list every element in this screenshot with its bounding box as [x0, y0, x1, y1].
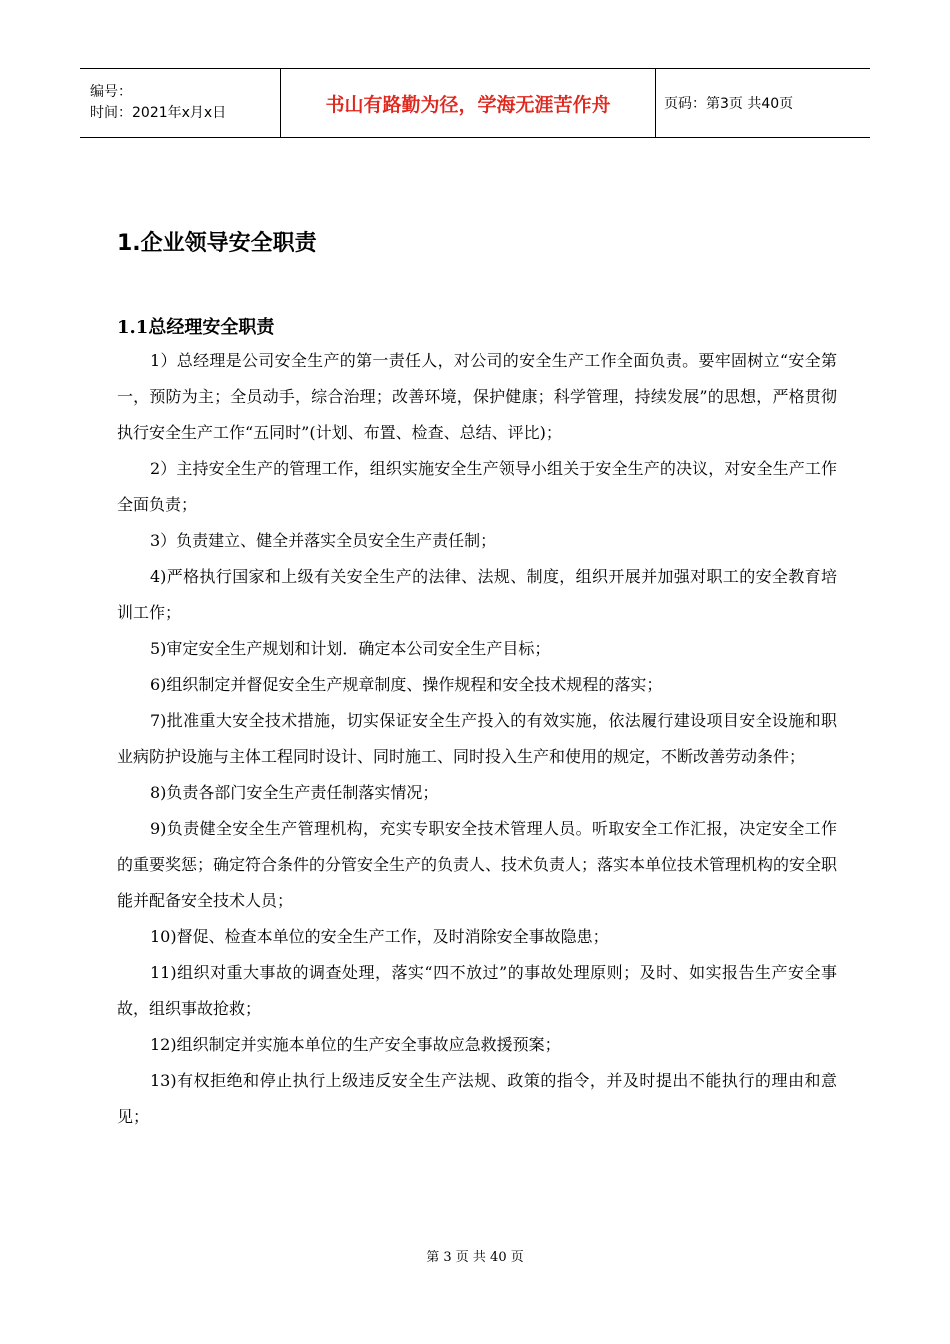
header-page-info: 页码：第3页 共40页 [664, 96, 794, 112]
document-number-label: 编号： [90, 84, 132, 100]
paragraph: 2）主持安全生产的管理工作，组织实施安全生产领导小组关于安全生产的决议，对安全生产工作全面负责； [117, 459, 837, 514]
paragraph: 8)负责各部门安全生产责任制落实情况； [150, 783, 439, 802]
paragraph: 11)组织对重大事故的调查处理，落实“四不放过”的事故处理原则；及时、如实报告生产安全事故，组织事故抢救； [117, 963, 837, 1018]
subsection-heading: 1.1总经理安全职责 [117, 317, 275, 338]
section-heading: 1.企业领导安全职责 [117, 231, 317, 256]
paragraph: 3）负责建立、健全并落实全员安全生产责任制； [150, 531, 497, 550]
paragraph: 5)审定安全生产规划和计划．确定本公司安全生产目标； [150, 639, 551, 658]
body-text [117, 343, 837, 1135]
paragraph: 10)督促、检查本单位的安全生产工作，及时消除安全事故隐患； [150, 927, 609, 946]
paragraph: 7)批准重大安全技术措施，切实保证安全生产投入的有效实施，依法履行建设项目安全设施和职业病防护设施与主体工程同时设计、同时施工、同时投入生产和使用的规定，不断改善劳动条件； [117, 711, 837, 766]
paragraph: 1）总经理是公司安全生产的第一责任人，对公司的安全生产工作全面负责。要牢固树立“安全第一，预防为主；全员动手，综合治理；改善环境，保护健康；科学管理，持续发展”的思想，严格贯彻执行安全生产工作“五同时”(计划、布置、检查、总结、评比)； [117, 351, 837, 442]
header-motto: 书山有路勤为径，学海无涯苦作舟 [281, 69, 656, 137]
paragraph: 13)有权拒绝和停止执行上级违反安全生产法规、政策的指令，并及时提出不能执行的理由和意见； [117, 1071, 837, 1126]
paragraph: 6)组织制定并督促安全生产规章制度、操作规程和安全技术规程的落实； [150, 675, 663, 694]
page-footer: 第 3 页 共 40 页 [426, 1250, 524, 1265]
paragraph: 4)严格执行国家和上级有关安全生产的法律、法规、制度，组织开展并加强对职工的安全教育培训工作； [117, 567, 837, 622]
header-left-cell [80, 69, 281, 137]
paragraph: 9)负责健全安全生产管理机构，充实专职安全技术管理人员。听取安全工作汇报，决定安全工作的重要奖惩；确定符合条件的分管安全生产的负责人、技术负责人；落实本单位技术管理机构的安全职能并配备安全技术人员； [117, 819, 838, 910]
paragraph: 12)组织制定并实施本单位的生产安全事故应急救援预案； [150, 1035, 561, 1054]
document-date-label: 时间：2021年x月x日 [90, 105, 227, 121]
page-header [80, 68, 870, 138]
